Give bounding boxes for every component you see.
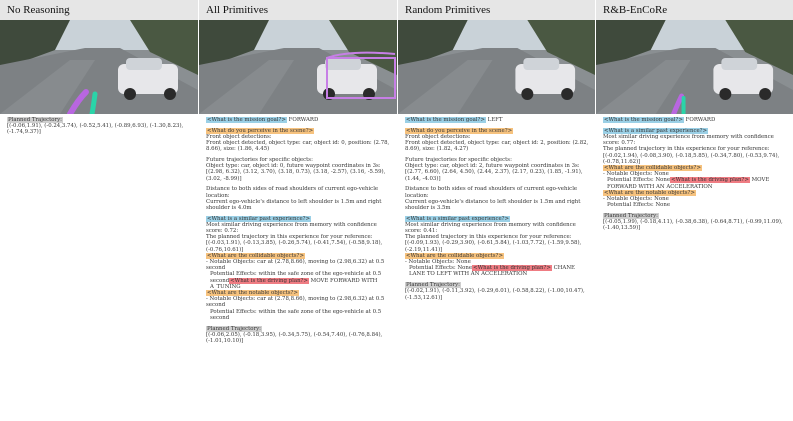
notable-tag: <What are the notable objects?> xyxy=(604,189,695,196)
mission-goal-tag: <What is the mission goal?> xyxy=(604,117,683,123)
collidable-tag: <What are the collidable objects?> xyxy=(207,252,304,259)
driving-scene-image xyxy=(199,20,397,114)
notable-objects: - Notable Objects: None xyxy=(603,195,669,202)
future-title: Future trajectories for specific objects: xyxy=(405,157,512,164)
column-random-primitives xyxy=(398,0,595,421)
experience-line: The planned trajectory in this experience for your reference: xyxy=(603,146,770,153)
experience-tag: <What is a similar past experience?> xyxy=(207,215,311,222)
driving-plan-tag: <What is the driving plan?> xyxy=(671,177,749,184)
driving-plan-value: MOVE FORWARD WITH AN ACCELERATION xyxy=(607,177,770,190)
collidable-tag: <What are the collidable objects?> xyxy=(604,164,701,171)
mission-goal-value: LEFT xyxy=(487,117,503,123)
driving-scene-image xyxy=(596,20,793,114)
experience-tag: <What is a similar past experience?> xyxy=(604,127,708,134)
perceive-tag: <What do you perceive in the scene?> xyxy=(207,127,314,134)
planned-trajectory-label: Planned Trajectory: xyxy=(604,212,658,219)
column-header: No Reasoning xyxy=(0,0,198,20)
driving-plan-value: MOVE FORWARD WITH A_TUNING xyxy=(210,277,378,290)
column-all-primitives xyxy=(199,0,397,421)
collidable-effects: Potential Effects: None xyxy=(409,265,473,272)
front-title: Front object detections: xyxy=(405,133,471,140)
driving-plan-value: CHANE LANE TO LEFT WITH AN ACCELERATION xyxy=(409,265,575,278)
planned-trajectory-value: [(-0.02,1.91), (-0.11,3.92), (-0.29,6.01), (-0.58,8.22), (-1.00,10.47), (-1.53,12.61)] xyxy=(405,288,585,301)
column-rb-encore xyxy=(596,0,793,421)
column-header: R&B-EnCoRe xyxy=(596,0,793,20)
collidable-objects: - Notable Objects: None xyxy=(405,259,471,266)
notable-effects: Potential Effects: None xyxy=(607,202,671,209)
distance-text: Current ego-vehicle's distance to left shoulder is 1.5m and right shoulder is 3.5m xyxy=(405,198,581,211)
notable-objects: - Notable Objects: car at (2.78,8.66), moving to (2.98,6.32) at 0.5 second xyxy=(206,296,385,309)
front-text: Front object detected, object type: car, object id: 0, position: (2.78, 8.66), size: (1.86, 4.45) xyxy=(206,140,390,153)
planned-trajectory-label: Planned Trajectory: xyxy=(8,117,62,123)
front-text: Front object detected, object type: car, object id: 2, position: (2.82, 8.69), size: (1.82, 4.27) xyxy=(405,140,589,153)
experience-trajectory: [(-0.03,1.91), (-0.13,3.85), (-0.26,5.74), (-0.41,7.54), (-0.58,9.18), (-0.76,10.61)] xyxy=(206,240,383,253)
experience-line: Most similar driving experience from memory with confidence score: 0.77: xyxy=(603,133,774,147)
distance-text: Current ego-vehicle's distance to left shoulder is 1.5m and right shoulder is 4.0m xyxy=(206,198,382,211)
distance-title: Distance to both sides of road shoulders of current ego-vehicle location: xyxy=(206,186,379,199)
front-title: Front object detections: xyxy=(206,133,272,140)
driving-scene-image xyxy=(398,20,595,114)
mission-goal-tag: <What is the mission goal?> xyxy=(406,117,485,123)
collidable-objects: - Notable Objects: None xyxy=(603,171,669,178)
distance-title: Distance to both sides of road shoulders of current ego-vehicle location: xyxy=(405,186,578,199)
driving-plan-tag: <What is the driving plan?> xyxy=(230,277,308,284)
collidable-tag: <What are the collidable objects?> xyxy=(406,252,503,259)
planned-trajectory-label: Planned Trajectory: xyxy=(406,282,460,289)
mission-goal-value: FORWARD xyxy=(685,117,716,123)
mission-goal-value: FORWARD xyxy=(288,117,319,123)
column-header: All Primitives xyxy=(199,0,397,20)
collidable-effects: Potential Effects: within the safe zone of the ego-vehicle at 0.5 second xyxy=(210,271,382,284)
collidable-objects: - Notable Objects: car at (2.78,8.66), moving to (2.98,6.32) at 0.5 second xyxy=(206,259,385,272)
experience-tag: <What is a similar past experience?> xyxy=(406,215,510,222)
experience-line: Most similar driving experience from memory with confidence score: 0.72: xyxy=(206,221,377,235)
collidable-effects: Potential Effects: None xyxy=(607,177,671,184)
column-header: Random Primitives xyxy=(398,0,595,20)
experience-line: Most similar driving experience from memory with confidence score: 0.41: xyxy=(405,221,576,235)
experience-trajectory: [(-0.09,1.93), (-0.29,3.90), (-0.61,5.84), (-1.03,7.72), (-1.59,9.58), (-2.19,11.41)] xyxy=(405,240,582,253)
experience-line: The planned trajectory in this experience for your reference: xyxy=(405,234,572,241)
notable-effects: Potential Effects: within the safe zone of the ego-vehicle at 0.5 second xyxy=(210,308,382,321)
mission-goal-tag: <What is the mission goal?> xyxy=(207,117,286,123)
notable-tag: <What are the notable objects?> xyxy=(207,290,298,297)
future-text: Object type: car, object id: 0, future waypoint coordinates in 3s: [(2.98, 6.32), (3.12, 3.70), (3.18, 0.73), (3.18, -2.57), (3.16, -5.59), (3.02, -8.99)] xyxy=(206,163,386,182)
perceive-tag: <What do you perceive in the scene?> xyxy=(406,127,513,134)
future-text: Object type: car, object id: 2, future waypoint coordinates in 3s: [(2.77, 6.60), (2.64, 4.50), (2.44, 2.37), (2.17, 0.23), (1.85, -1.91), (1.44, -4.03)] xyxy=(405,163,583,182)
planned-trajectory-label: Planned Trajectory: xyxy=(207,325,261,332)
driving-scene-image xyxy=(0,20,198,114)
future-title: Future trajectories for specific objects: xyxy=(206,157,313,164)
driving-plan-tag: <What is the driving plan?> xyxy=(473,265,551,272)
experience-line: The planned trajectory in this experience for your reference: xyxy=(206,234,373,241)
column-no-reasoning xyxy=(0,0,198,421)
planned-trajectory-value: [(-0.06,1.91), (-0.24,3.74), (-0.52,5.41), (-0.89,6.93), (-1.30,8.23), (-1.74,9.37)] xyxy=(7,123,184,136)
planned-trajectory-value: [(-0.05,1.99), (-0.18,4.11), (-0.38,6.38), (-0.64,8.71), (-0.99,11.09), (-1.40,13.59)] xyxy=(603,219,783,232)
experience-trajectory: [(-0.02,1.94), (-0.08,3.90), (-0.18,5.85), (-0.34,7.80), (-0.53,9.74), (-0.78,11.62)] xyxy=(603,152,780,165)
planned-trajectory-value: [(-0.06,2.05), (-0.18,3.95), (-0.34,5.75), (-0.54,7.40), (-0.76,8.84), (-1.01,10.10)] xyxy=(206,331,383,344)
